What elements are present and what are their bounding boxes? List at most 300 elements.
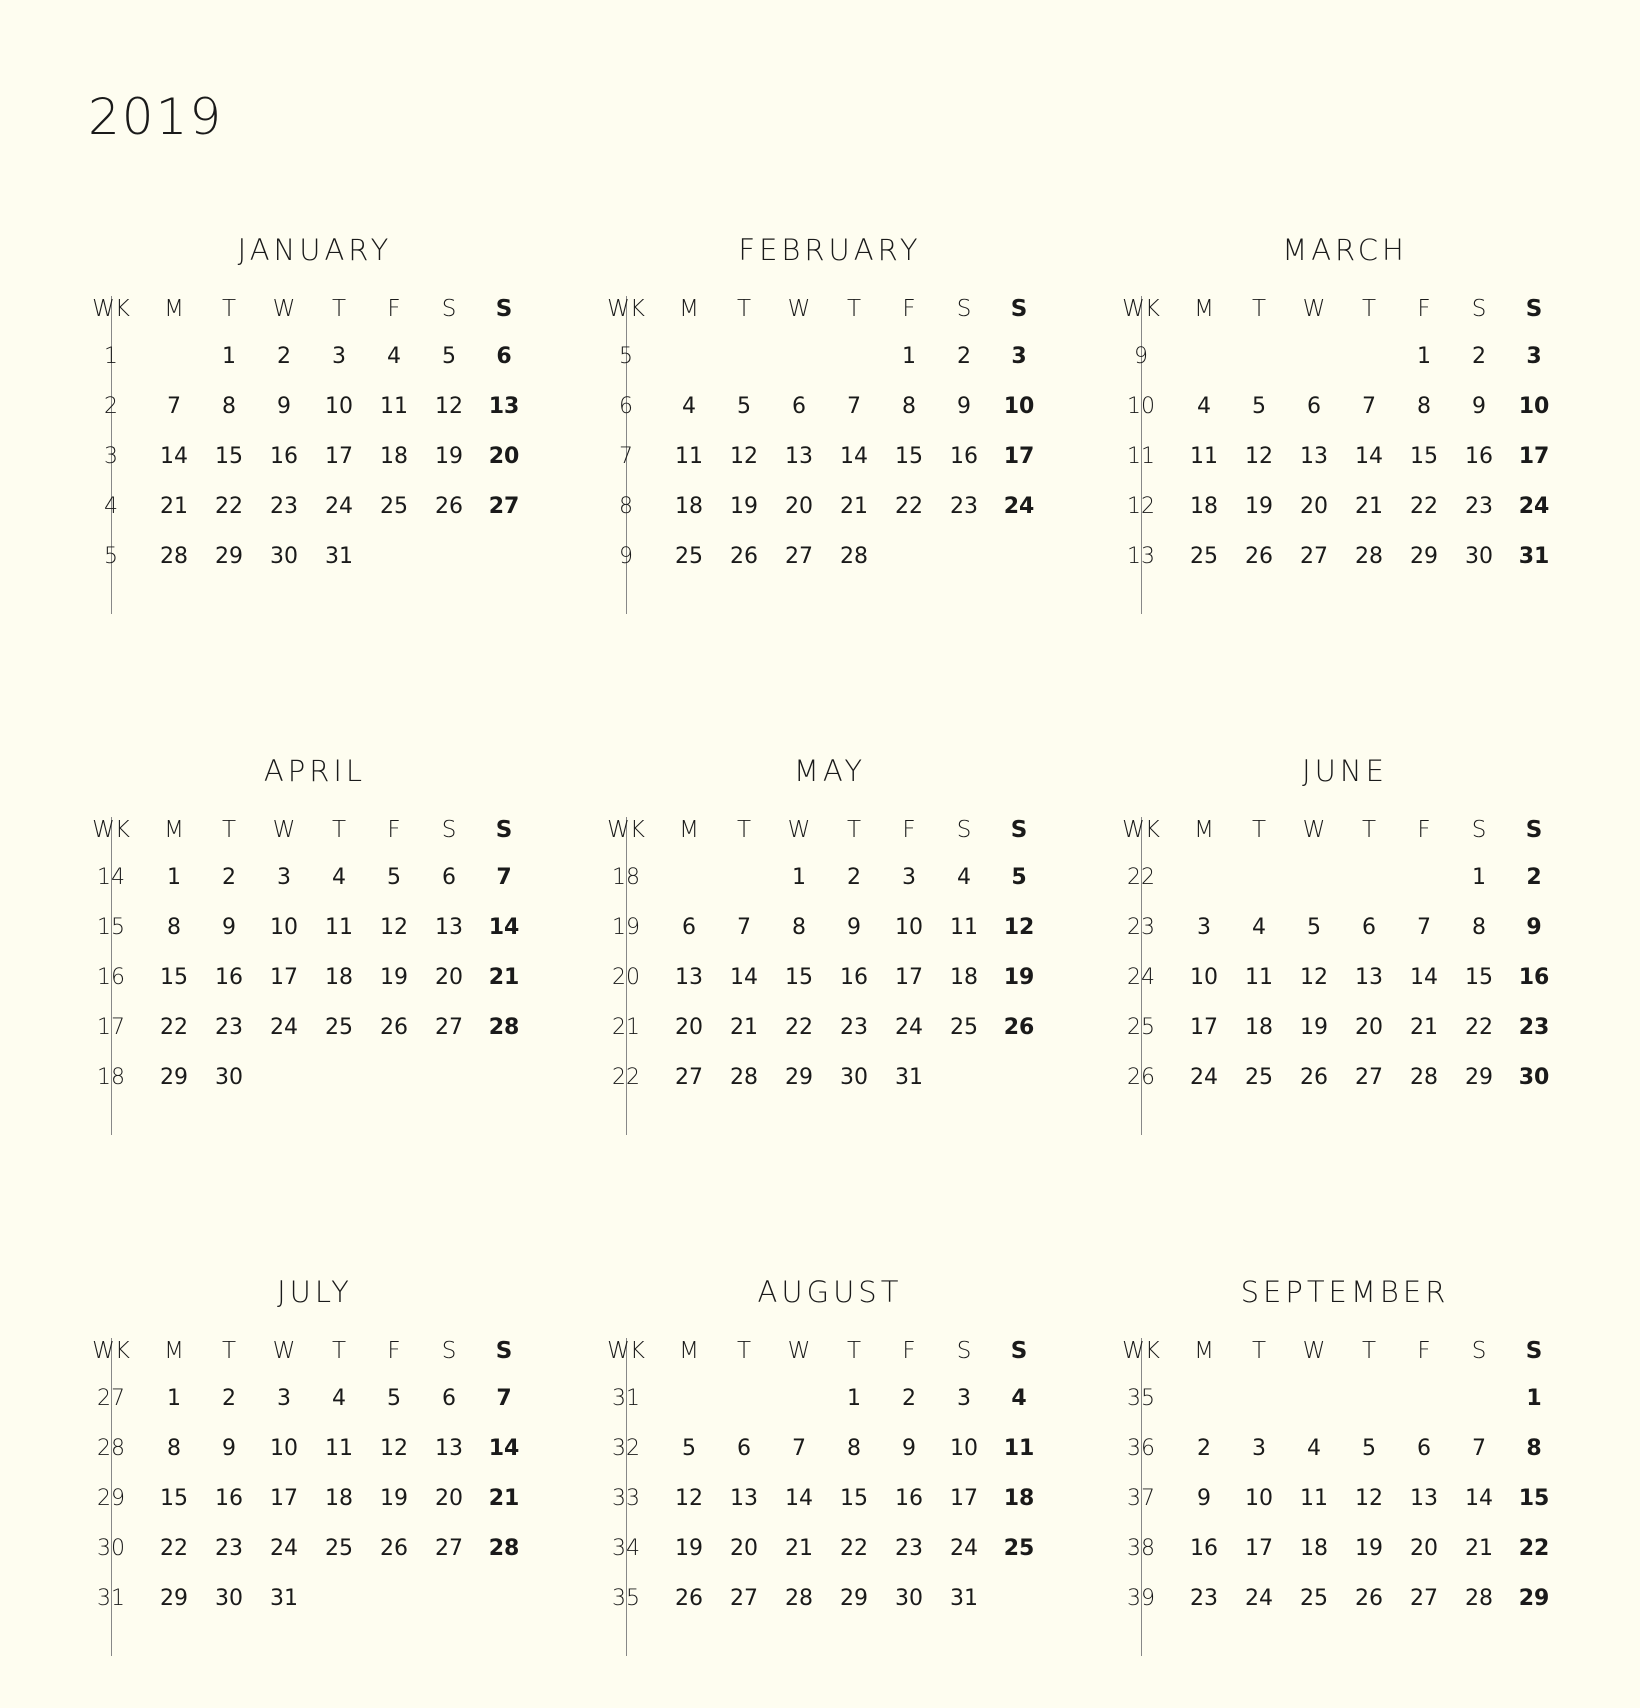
date-cell: 2 [1472, 344, 1486, 369]
date-cell: 7 [167, 394, 181, 419]
week-number: 31 [612, 1386, 640, 1411]
sunday-date: 17 [1003, 444, 1035, 469]
sunday-date: 3 [1526, 344, 1542, 369]
month-may [570, 754, 1035, 1187]
week-number: 18 [612, 865, 640, 890]
month-july [55, 1275, 520, 1708]
date-cell: 10 [1190, 965, 1218, 990]
date-cell: 28 [1410, 1065, 1438, 1090]
date-cell: 4 [1252, 915, 1266, 940]
sunday-date: 7 [496, 1386, 512, 1411]
sunday-date: 29 [1518, 1586, 1550, 1611]
date-cell: 14 [1355, 444, 1383, 469]
date-cell: 13 [730, 1486, 758, 1511]
date-cell: 9 [957, 394, 971, 419]
date-cell: 2 [1197, 1436, 1211, 1461]
date-cell: 3 [957, 1386, 971, 1411]
date-cell: 29 [215, 544, 243, 569]
sunday-date: 1 [1526, 1386, 1542, 1411]
date-cell: 18 [1245, 1015, 1273, 1040]
weekday-header: S [1525, 817, 1543, 843]
date-cell: 19 [1355, 1536, 1383, 1561]
weekday-header: T [1251, 1338, 1267, 1364]
date-cell: 29 [160, 1065, 188, 1090]
weekday-header: T [846, 817, 862, 843]
date-cell: 27 [1300, 544, 1328, 569]
date-cell: 12 [1245, 444, 1273, 469]
date-cell: 5 [1362, 1436, 1376, 1461]
week-number: 17 [97, 1015, 125, 1040]
week-number: 25 [1127, 1015, 1155, 1040]
date-cell: 3 [277, 1386, 291, 1411]
date-cell: 19 [435, 444, 463, 469]
date-cell: 7 [1472, 1436, 1486, 1461]
date-cell: 18 [325, 965, 353, 990]
date-cell: 13 [435, 1436, 463, 1461]
weekday-header: S [495, 1338, 513, 1364]
week-number: 27 [97, 1386, 125, 1411]
week-number: 26 [1127, 1065, 1155, 1090]
date-cell: 1 [167, 865, 181, 890]
date-cell: 9 [1472, 394, 1486, 419]
weekday-header: T [1251, 817, 1267, 843]
month-september [1085, 1275, 1550, 1708]
weekday-header: S [495, 817, 513, 843]
date-cell: 16 [950, 444, 978, 469]
week-number: 2 [104, 394, 118, 419]
date-cell: 22 [1410, 494, 1438, 519]
date-cell: 7 [847, 394, 861, 419]
date-cell: 19 [380, 965, 408, 990]
weekday-header: W [1302, 1338, 1326, 1364]
weekday-header: F [387, 296, 401, 322]
weekday-header: W [272, 1338, 296, 1364]
week-number: 5 [619, 344, 633, 369]
sunday-date: 9 [1526, 915, 1542, 940]
date-cell: 19 [1300, 1015, 1328, 1040]
week-number: 29 [97, 1486, 125, 1511]
month-january [55, 233, 520, 666]
date-cell: 10 [1245, 1486, 1273, 1511]
weekday-header: T [1361, 296, 1377, 322]
week-number: 22 [1127, 865, 1155, 890]
date-cell: 3 [1252, 1436, 1266, 1461]
weekday-header: S [441, 296, 457, 322]
date-cell: 15 [895, 444, 923, 469]
date-cell: 29 [160, 1586, 188, 1611]
weekday-header: F [387, 817, 401, 843]
week-number-header: WK [92, 817, 130, 843]
weekday-header: M [679, 1338, 699, 1364]
sunday-date: 12 [1003, 915, 1035, 940]
date-cell: 4 [957, 865, 971, 890]
date-cell: 13 [435, 915, 463, 940]
sunday-date: 28 [488, 1536, 520, 1561]
week-number: 31 [97, 1586, 125, 1611]
date-cell: 23 [270, 494, 298, 519]
date-cell: 12 [380, 915, 408, 940]
sunday-date: 17 [1518, 444, 1550, 469]
month-june [1085, 754, 1550, 1187]
month-april [55, 754, 520, 1187]
week-number-header: WK [1122, 296, 1160, 322]
date-cell: 14 [785, 1486, 813, 1511]
month-name: JUNE [1302, 754, 1388, 788]
weekday-header: S [1010, 817, 1028, 843]
weekday-header: S [956, 296, 972, 322]
year-title: 2019 [88, 88, 224, 146]
weekday-header: S [1525, 296, 1543, 322]
date-cell: 4 [387, 344, 401, 369]
date-cell: 25 [325, 1015, 353, 1040]
date-cell: 15 [1465, 965, 1493, 990]
weekday-header: T [736, 296, 752, 322]
week-number: 1 [104, 344, 118, 369]
date-cell: 19 [730, 494, 758, 519]
week-number: 35 [612, 1586, 640, 1611]
weekday-header: W [787, 296, 811, 322]
weekday-header: M [1194, 817, 1214, 843]
date-cell: 30 [215, 1586, 243, 1611]
date-cell: 14 [840, 444, 868, 469]
date-cell: 19 [675, 1536, 703, 1561]
week-number-header: WK [1122, 1338, 1160, 1364]
date-cell: 31 [950, 1586, 978, 1611]
weekday-header: W [787, 817, 811, 843]
week-number: 33 [612, 1486, 640, 1511]
month-name: SEPTEMBER [1240, 1275, 1450, 1309]
date-cell: 11 [675, 444, 703, 469]
weekday-header: F [1417, 817, 1431, 843]
date-cell: 27 [435, 1015, 463, 1040]
date-cell: 9 [847, 915, 861, 940]
date-cell: 9 [1197, 1486, 1211, 1511]
date-cell: 21 [785, 1536, 813, 1561]
date-cell: 17 [1190, 1015, 1218, 1040]
date-cell: 27 [730, 1586, 758, 1611]
date-cell: 12 [380, 1436, 408, 1461]
week-number: 18 [97, 1065, 125, 1090]
week-number-header: WK [607, 817, 645, 843]
weekday-header: S [956, 817, 972, 843]
date-cell: 6 [442, 1386, 456, 1411]
month-name: AUGUST [757, 1275, 903, 1309]
sunday-date: 24 [1518, 494, 1550, 519]
weekday-header: W [272, 817, 296, 843]
date-cell: 1 [167, 1386, 181, 1411]
date-cell: 18 [675, 494, 703, 519]
month-name: JANUARY [237, 233, 393, 267]
date-cell: 26 [1245, 544, 1273, 569]
date-cell: 1 [847, 1386, 861, 1411]
weekday-header: M [164, 296, 184, 322]
date-cell: 17 [1245, 1536, 1273, 1561]
date-cell: 30 [270, 544, 298, 569]
week-number: 39 [1127, 1586, 1155, 1611]
sunday-date: 10 [1003, 394, 1035, 419]
date-cell: 26 [675, 1586, 703, 1611]
weekday-header: S [441, 1338, 457, 1364]
date-cell: 23 [1465, 494, 1493, 519]
date-cell: 1 [222, 344, 236, 369]
date-cell: 12 [1300, 965, 1328, 990]
date-cell: 8 [167, 915, 181, 940]
sunday-date: 22 [1518, 1536, 1550, 1561]
date-cell: 11 [325, 1436, 353, 1461]
date-cell: 4 [1197, 394, 1211, 419]
month-march [1085, 233, 1550, 666]
date-cell: 28 [785, 1586, 813, 1611]
week-number: 24 [1127, 965, 1155, 990]
date-cell: 10 [895, 915, 923, 940]
date-cell: 2 [222, 1386, 236, 1411]
weekday-header: T [331, 1338, 347, 1364]
sunday-date: 30 [1518, 1065, 1550, 1090]
weekday-header: T [846, 1338, 862, 1364]
sunday-date: 11 [1003, 1436, 1035, 1461]
week-number: 10 [1127, 394, 1155, 419]
date-cell: 17 [950, 1486, 978, 1511]
date-cell: 16 [270, 444, 298, 469]
date-cell: 2 [222, 865, 236, 890]
date-cell: 15 [215, 444, 243, 469]
date-cell: 27 [1410, 1586, 1438, 1611]
date-cell: 22 [1465, 1015, 1493, 1040]
date-cell: 30 [215, 1065, 243, 1090]
date-cell: 24 [270, 1015, 298, 1040]
date-cell: 3 [277, 865, 291, 890]
weekday-header: F [1417, 1338, 1431, 1364]
week-number: 15 [97, 915, 125, 940]
weekday-header: T [221, 296, 237, 322]
week-number-header: WK [1122, 817, 1160, 843]
week-number-header: WK [607, 296, 645, 322]
month-name: MARCH [1282, 233, 1408, 267]
sunday-date: 27 [488, 494, 520, 519]
week-number: 37 [1127, 1486, 1155, 1511]
date-cell: 21 [1465, 1536, 1493, 1561]
date-cell: 23 [950, 494, 978, 519]
date-cell: 6 [1307, 394, 1321, 419]
week-number: 22 [612, 1065, 640, 1090]
sunday-date: 20 [488, 444, 520, 469]
date-cell: 5 [387, 1386, 401, 1411]
weekday-header: M [164, 817, 184, 843]
month-february [570, 233, 1035, 666]
sunday-date: 21 [488, 965, 520, 990]
week-number: 38 [1127, 1536, 1155, 1561]
sunday-date: 24 [1003, 494, 1035, 519]
weekday-header: T [1361, 817, 1377, 843]
date-cell: 8 [167, 1436, 181, 1461]
week-number: 20 [612, 965, 640, 990]
week-number: 5 [104, 544, 118, 569]
date-cell: 17 [325, 444, 353, 469]
sunday-date: 21 [488, 1486, 520, 1511]
weekday-header: T [736, 1338, 752, 1364]
date-cell: 9 [222, 1436, 236, 1461]
sunday-date: 15 [1518, 1486, 1550, 1511]
weekday-header: W [272, 296, 296, 322]
date-cell: 10 [270, 1436, 298, 1461]
week-number: 36 [1127, 1436, 1155, 1461]
sunday-date: 31 [1518, 544, 1550, 569]
date-cell: 6 [442, 865, 456, 890]
date-cell: 26 [730, 544, 758, 569]
date-cell: 18 [950, 965, 978, 990]
weekday-header: T [1361, 1338, 1377, 1364]
date-cell: 25 [950, 1015, 978, 1040]
date-cell: 9 [222, 915, 236, 940]
date-cell: 29 [840, 1586, 868, 1611]
date-cell: 11 [1300, 1486, 1328, 1511]
date-cell: 1 [902, 344, 916, 369]
date-cell: 14 [160, 444, 188, 469]
date-cell: 5 [682, 1436, 696, 1461]
date-cell: 18 [325, 1486, 353, 1511]
date-cell: 21 [840, 494, 868, 519]
weekday-header: S [495, 296, 513, 322]
date-cell: 26 [435, 494, 463, 519]
date-cell: 10 [325, 394, 353, 419]
date-cell: 13 [785, 444, 813, 469]
date-cell: 6 [1417, 1436, 1431, 1461]
date-cell: 14 [1465, 1486, 1493, 1511]
date-cell: 29 [1465, 1065, 1493, 1090]
weekday-header: S [1525, 1338, 1543, 1364]
date-cell: 6 [737, 1436, 751, 1461]
date-cell: 20 [435, 1486, 463, 1511]
date-cell: 22 [215, 494, 243, 519]
date-cell: 3 [332, 344, 346, 369]
date-cell: 17 [270, 1486, 298, 1511]
date-cell: 24 [950, 1536, 978, 1561]
date-cell: 25 [1190, 544, 1218, 569]
date-cell: 20 [1300, 494, 1328, 519]
date-cell: 13 [675, 965, 703, 990]
date-cell: 31 [895, 1065, 923, 1090]
date-cell: 5 [442, 344, 456, 369]
sunday-date: 23 [1518, 1015, 1550, 1040]
date-cell: 22 [160, 1015, 188, 1040]
weekday-header: M [1194, 296, 1214, 322]
date-cell: 1 [1417, 344, 1431, 369]
date-cell: 28 [1355, 544, 1383, 569]
sunday-date: 19 [1003, 965, 1035, 990]
date-cell: 13 [1355, 965, 1383, 990]
sunday-date: 3 [1011, 344, 1027, 369]
date-cell: 27 [435, 1536, 463, 1561]
date-cell: 20 [1355, 1015, 1383, 1040]
date-cell: 18 [1190, 494, 1218, 519]
date-cell: 4 [332, 1386, 346, 1411]
date-cell: 15 [785, 965, 813, 990]
date-cell: 24 [325, 494, 353, 519]
date-cell: 25 [325, 1536, 353, 1561]
date-cell: 9 [277, 394, 291, 419]
sunday-date: 10 [1518, 394, 1550, 419]
week-number: 32 [612, 1436, 640, 1461]
weekday-header: F [902, 1338, 916, 1364]
date-cell: 23 [215, 1536, 243, 1561]
date-cell: 4 [1307, 1436, 1321, 1461]
week-number: 34 [612, 1536, 640, 1561]
date-cell: 16 [895, 1486, 923, 1511]
date-cell: 15 [160, 965, 188, 990]
date-cell: 31 [325, 544, 353, 569]
date-cell: 27 [785, 544, 813, 569]
week-number: 3 [104, 444, 118, 469]
sunday-date: 7 [496, 865, 512, 890]
sunday-date: 18 [1003, 1486, 1035, 1511]
weekday-header: T [331, 817, 347, 843]
date-cell: 29 [1410, 544, 1438, 569]
date-cell: 24 [1190, 1065, 1218, 1090]
date-cell: 8 [902, 394, 916, 419]
date-cell: 2 [847, 865, 861, 890]
month-august [570, 1275, 1035, 1708]
date-cell: 28 [730, 1065, 758, 1090]
weekday-header: T [846, 296, 862, 322]
date-cell: 23 [895, 1536, 923, 1561]
date-cell: 22 [785, 1015, 813, 1040]
date-cell: 11 [380, 394, 408, 419]
date-cell: 22 [895, 494, 923, 519]
month-name: FEBRUARY [738, 233, 922, 267]
date-cell: 20 [1410, 1536, 1438, 1561]
sunday-date: 4 [1011, 1386, 1027, 1411]
date-cell: 5 [387, 865, 401, 890]
date-cell: 24 [895, 1015, 923, 1040]
date-cell: 8 [222, 394, 236, 419]
weekday-header: S [1010, 1338, 1028, 1364]
weekday-header: F [1417, 296, 1431, 322]
week-number: 7 [619, 444, 633, 469]
weekday-header: S [1471, 1338, 1487, 1364]
date-cell: 13 [1300, 444, 1328, 469]
date-cell: 22 [160, 1536, 188, 1561]
sunday-date: 14 [488, 1436, 520, 1461]
date-cell: 28 [840, 544, 868, 569]
week-number-header: WK [92, 296, 130, 322]
date-cell: 1 [792, 865, 806, 890]
date-cell: 13 [1410, 1486, 1438, 1511]
weekday-header: S [441, 817, 457, 843]
weekday-header: M [679, 296, 699, 322]
week-number: 8 [619, 494, 633, 519]
date-cell: 19 [1245, 494, 1273, 519]
date-cell: 30 [840, 1065, 868, 1090]
month-name: JULY [277, 1275, 353, 1309]
week-number: 16 [97, 965, 125, 990]
weekday-header: S [1471, 817, 1487, 843]
date-cell: 27 [1355, 1065, 1383, 1090]
date-cell: 21 [1410, 1015, 1438, 1040]
weekday-header: F [902, 817, 916, 843]
sunday-date: 6 [496, 344, 512, 369]
date-cell: 16 [215, 965, 243, 990]
week-number-header: WK [607, 1338, 645, 1364]
week-number: 21 [612, 1015, 640, 1040]
date-cell: 15 [840, 1486, 868, 1511]
weekday-header: T [736, 817, 752, 843]
date-cell: 1 [1472, 865, 1486, 890]
date-cell: 16 [215, 1486, 243, 1511]
date-cell: 27 [675, 1065, 703, 1090]
month-name: APRIL [263, 754, 367, 788]
date-cell: 28 [160, 544, 188, 569]
date-cell: 28 [1465, 1586, 1493, 1611]
